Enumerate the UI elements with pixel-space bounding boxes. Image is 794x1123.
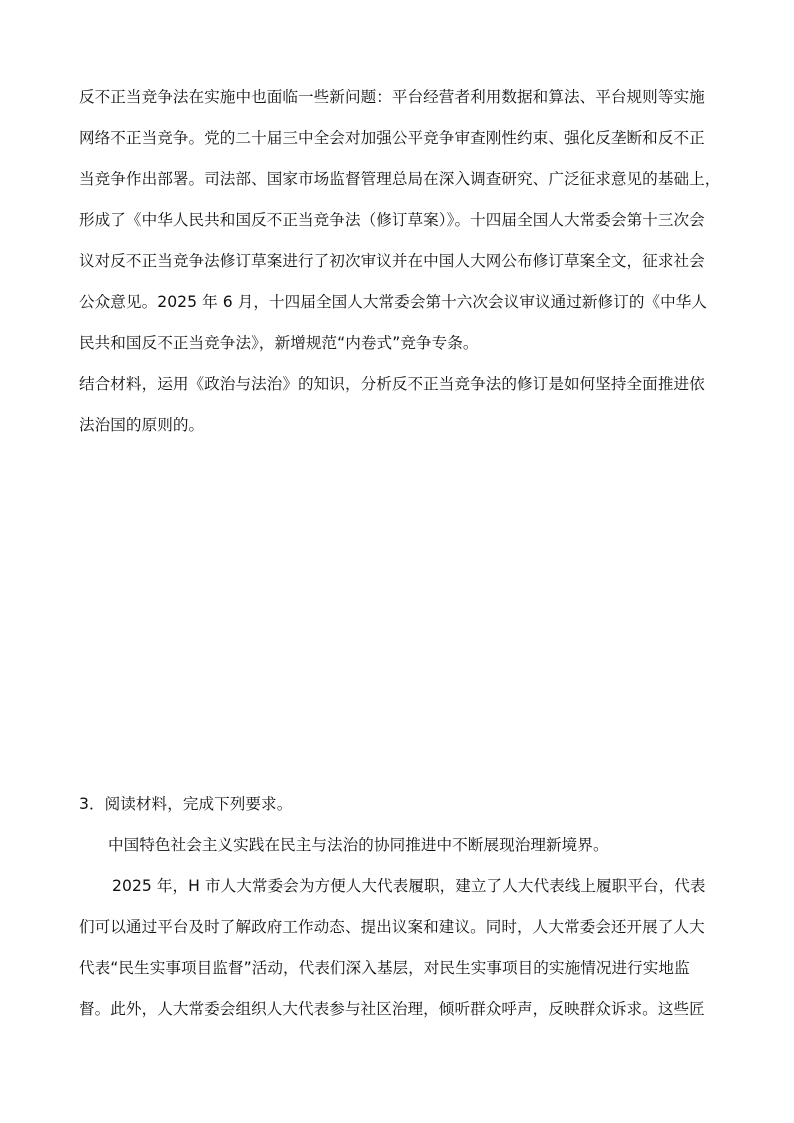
material-line-5: 议对反不正当竞争法修订草案进行了初次审议并在中国人大网公布修订草案全文，征求社会 <box>79 252 705 270</box>
question-3-material-line-2: 们可以通过平台及时了解政府工作动态、提出议案和建议。同时，人大常委会还开展了人大 <box>79 918 705 936</box>
material-line-4: 形成了《中华人民共和国反不正当竞争法（修订草案）》。十四届全国人大常委会第十三次会 <box>79 211 705 229</box>
question-3-material-line-4: 督。此外，人大常委会组织人大代表参与社区治理，倾听群众呼声，反映群众诉求。这些匠 <box>79 1000 705 1018</box>
question-3-heading: 3．阅读材料，完成下列要求。 <box>79 795 293 813</box>
question-prompt-line-1: 结合材料，运用《政治与法治》的知识，分析反不正当竞争法的修订是如何坚持全面推进依 <box>79 375 705 393</box>
question-3-material-line-1: 2025 年，H 市人大常委会为方便人大代表履职，建立了人大代表线上履职平台，代表 <box>112 877 706 895</box>
material-line-7: 民共和国反不正当竞争法》，新增规范“内卷式”竞争专条。 <box>79 334 479 352</box>
question-3-intro: 中国特色社会主义实践在民主与法治的协同推进中不断展现治理新境界。 <box>108 836 609 854</box>
question-3-material-line-3: 代表“民生实事项目监督”活动，代表们深入基层，对民生实事项目的实施情况进行实地监 <box>79 959 690 977</box>
material-line-6: 公众意见。2025 年 6 月，十四届全国人大常委会第十六次会议审议通过新修订的《中华人 <box>79 293 708 311</box>
material-line-1: 反不正当竞争法在实施中也面临一些新问题：平台经营者利用数据和算法、平台规则等实施 <box>79 88 705 106</box>
material-line-2: 网络不正当竞争。党的二十届三中全会对加强公平竞争审查刚性约束、强化反垄断和反不正 <box>79 129 705 147</box>
question-prompt-line-2: 法治国的原则的。 <box>79 416 205 434</box>
material-line-3: 当竞争作出部署。司法部、国家市场监督管理总局在深入调查研究、广泛征求意见的基础上， <box>79 170 721 188</box>
